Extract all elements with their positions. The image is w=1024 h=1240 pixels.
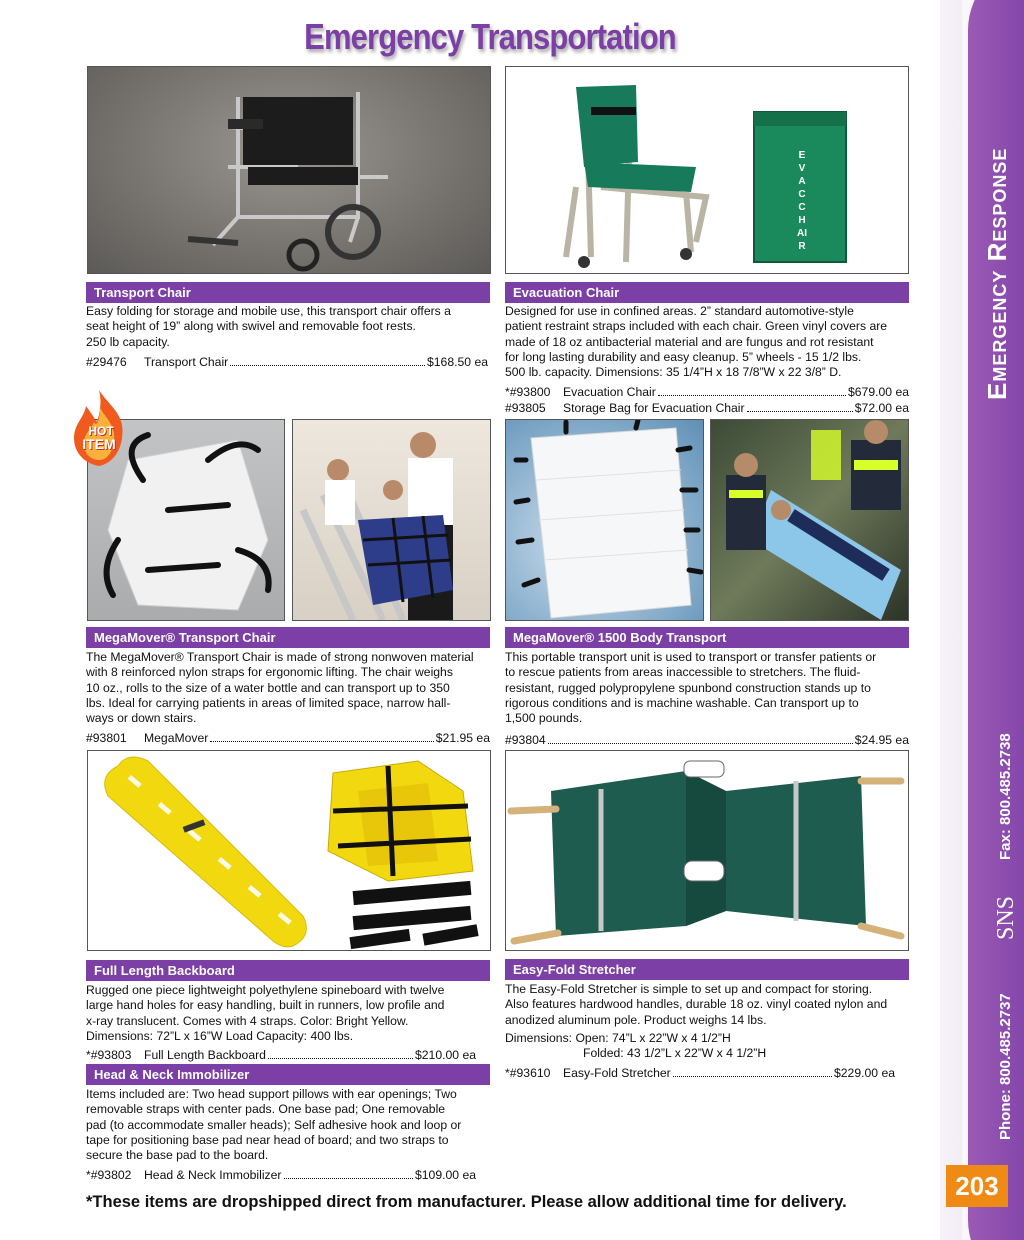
description-line: Designed for use in confined areas. 2” standard automotive-style [505,304,854,318]
description-line: Easy folding for storage and mobile use, this transport chair offers a [86,304,451,318]
item-code: #93804 [505,733,546,747]
item-name: Easy-Fold Stretcher [563,1066,671,1080]
item-price: $210.00 ea [415,1048,476,1062]
item-name: Full Length Backboard [144,1048,266,1062]
dimension-line: Folded: 43 1/2”L x 22”W x 4 1/2”H [583,1046,767,1061]
phone-number: Phone: 800.485.2737 [997,993,1014,1140]
item-line [505,385,909,399]
description-line: Rugged one piece lightweight polyethylene spineboard with twelve [86,983,445,997]
fax-number: Fax: 800.485.2738 [997,733,1014,860]
page-title: Emergency Transportation [304,16,676,57]
item-line [86,1048,476,1062]
item-line [505,401,909,415]
megamover-chair-description [86,650,491,726]
description-line: lbs. Ideal for carrying patients in areas of limited space, narrow hall- [86,695,451,710]
description-line: secure the base pad to the board. [86,1148,269,1163]
item-code: *#93802 [86,1168,132,1182]
item-price: $24.95 ea [854,733,909,747]
item-name: Head & Neck Immobilizer [144,1168,282,1182]
description-line: Dimensions: 72”L x 16”W Load Capacity: 400 lbs. [86,1028,354,1043]
transport-chair-image [87,66,491,274]
evacuation-chair-title: Evacuation Chair [505,282,909,303]
item-price: $229.00 ea [834,1066,895,1080]
item-line [86,355,488,369]
megamover-1500-description [505,650,910,726]
item-code: *#93800 [505,385,551,399]
description-line: large hand holes for easy handling, built in runners, low profile and [86,998,445,1013]
item-name: MegaMover [144,731,209,745]
description-line: The Easy-Fold Stretcher is simple to set up and compact for storing. [505,982,873,996]
item-name: Evacuation Chair [563,385,656,399]
item-code: #93805 [505,401,546,415]
evac-bag-label: EVAC CHAIR [797,150,807,252]
page-number: 203 [946,1165,1008,1207]
item-line [86,731,490,745]
description-line: with 8 reinforced nylon straps for ergonomic lifting. The chair weighs [86,665,453,680]
head-neck-title: Head & Neck Immobilizer [86,1064,490,1085]
brand-logo: SNS [993,895,1019,940]
dimension-line: Dimensions: Open: 74”L x 22”W x 4 1/2”H [505,1031,731,1045]
head-neck-description [86,1087,491,1163]
backboard-description [86,983,491,1044]
description-line: The MegaMover® Transport Chair is made of strong nonwoven material [86,650,474,664]
megamover-1500-rescue-image [710,419,909,621]
description-line: removable straps with center pads. One base pad; One removable [86,1102,446,1117]
description-line: Also features hardwood handles, durable 18 oz. vinyl coated nylon and [505,997,888,1012]
evacuation-chair-description [505,304,910,380]
description-line: resistant, rugged polypropylene spunbond construction stands up to [505,680,871,695]
item-price: $72.00 ea [854,401,909,415]
item-price: $109.00 ea [415,1168,476,1182]
hot-item-badge [64,388,134,468]
section-name: Emergency Response [982,147,1012,400]
description-line: ways or down stairs. [86,711,197,726]
item-name: Transport Chair [144,355,229,369]
description-line: 10 oz., rolls to the size of a water bottle and can transport up to 350 [86,680,450,695]
description-line: seat height of 19” along with swivel and removable foot rests. [86,319,416,334]
megamover-chair-stairs-image [292,419,491,621]
stretcher-dimensions [505,1031,910,1062]
backboard-image [87,750,491,951]
description-line: Items included are: Two head support pillows with ear openings; Two [86,1087,457,1101]
megamover-1500-title: MegaMover® 1500 Body Transport [505,627,909,648]
megamover-chair-title: MegaMover® Transport Chair [86,627,490,648]
item-label: ITEM [82,436,116,452]
transport-chair-description [86,304,491,350]
description-line: 500 lb. capacity. Dimensions: 35 1/4”H x 18 7/8”W x 22 3/8” D. [505,365,842,380]
item-price: $21.95 ea [435,731,490,745]
description-line: tape for positioning base pad near head of board; and two straps to [86,1132,449,1147]
item-name: Storage Bag for Evacuation Chair [563,401,745,415]
stretcher-image [505,750,909,951]
description-line: patient restraint straps included with each chair. Green vinyl covers are [505,319,888,334]
item-price: $679.00 ea [848,385,909,399]
evacuation-chair-image [505,66,909,274]
description-line: 250 lb capacity. [86,334,170,349]
megamover-1500-image [505,419,704,621]
item-line [86,1168,476,1182]
item-code: #93801 [86,731,127,745]
dropship-note: *These items are dropshipped direct from manufacturer. Please allow additional time for delivery. [86,1193,847,1211]
item-code: *#93610 [505,1066,551,1080]
description-line: made of 18 oz antibacterial material and are fungus and rot resistant [505,334,874,349]
backboard-title: Full Length Backboard [86,960,490,981]
stretcher-description [505,982,910,1028]
item-price: $168.50 ea [427,355,488,369]
transport-chair-title: Transport Chair [86,282,490,303]
description-line: anodized aluminum pole. Product weighs 14 lbs. [505,1012,767,1027]
description-line: rigorous conditions and is machine washable. Can transport up to [505,695,859,710]
item-line [505,1066,895,1080]
description-line: pad (to accommodate smaller heads); Self adhesive hook and loop or [86,1117,462,1132]
description-line: for long lasting durability and easy cleanup. 5” wheels - 15 1/2 lbs. [505,349,862,364]
item-code: *#93803 [86,1048,132,1062]
description-line: This portable transport unit is used to transport or transfer patients or [505,650,877,664]
description-line: to rescue patients from areas inaccessible to stretchers. The fluid- [505,665,861,680]
hot-label: HOT [88,424,114,438]
stretcher-title: Easy-Fold Stretcher [505,959,909,980]
item-code: #29476 [86,355,127,369]
description-line: 1,500 pounds. [505,711,583,726]
item-line [505,733,909,747]
description-line: x-ray translucent. Comes with 4 straps. Color: Bright Yellow. [86,1013,409,1028]
